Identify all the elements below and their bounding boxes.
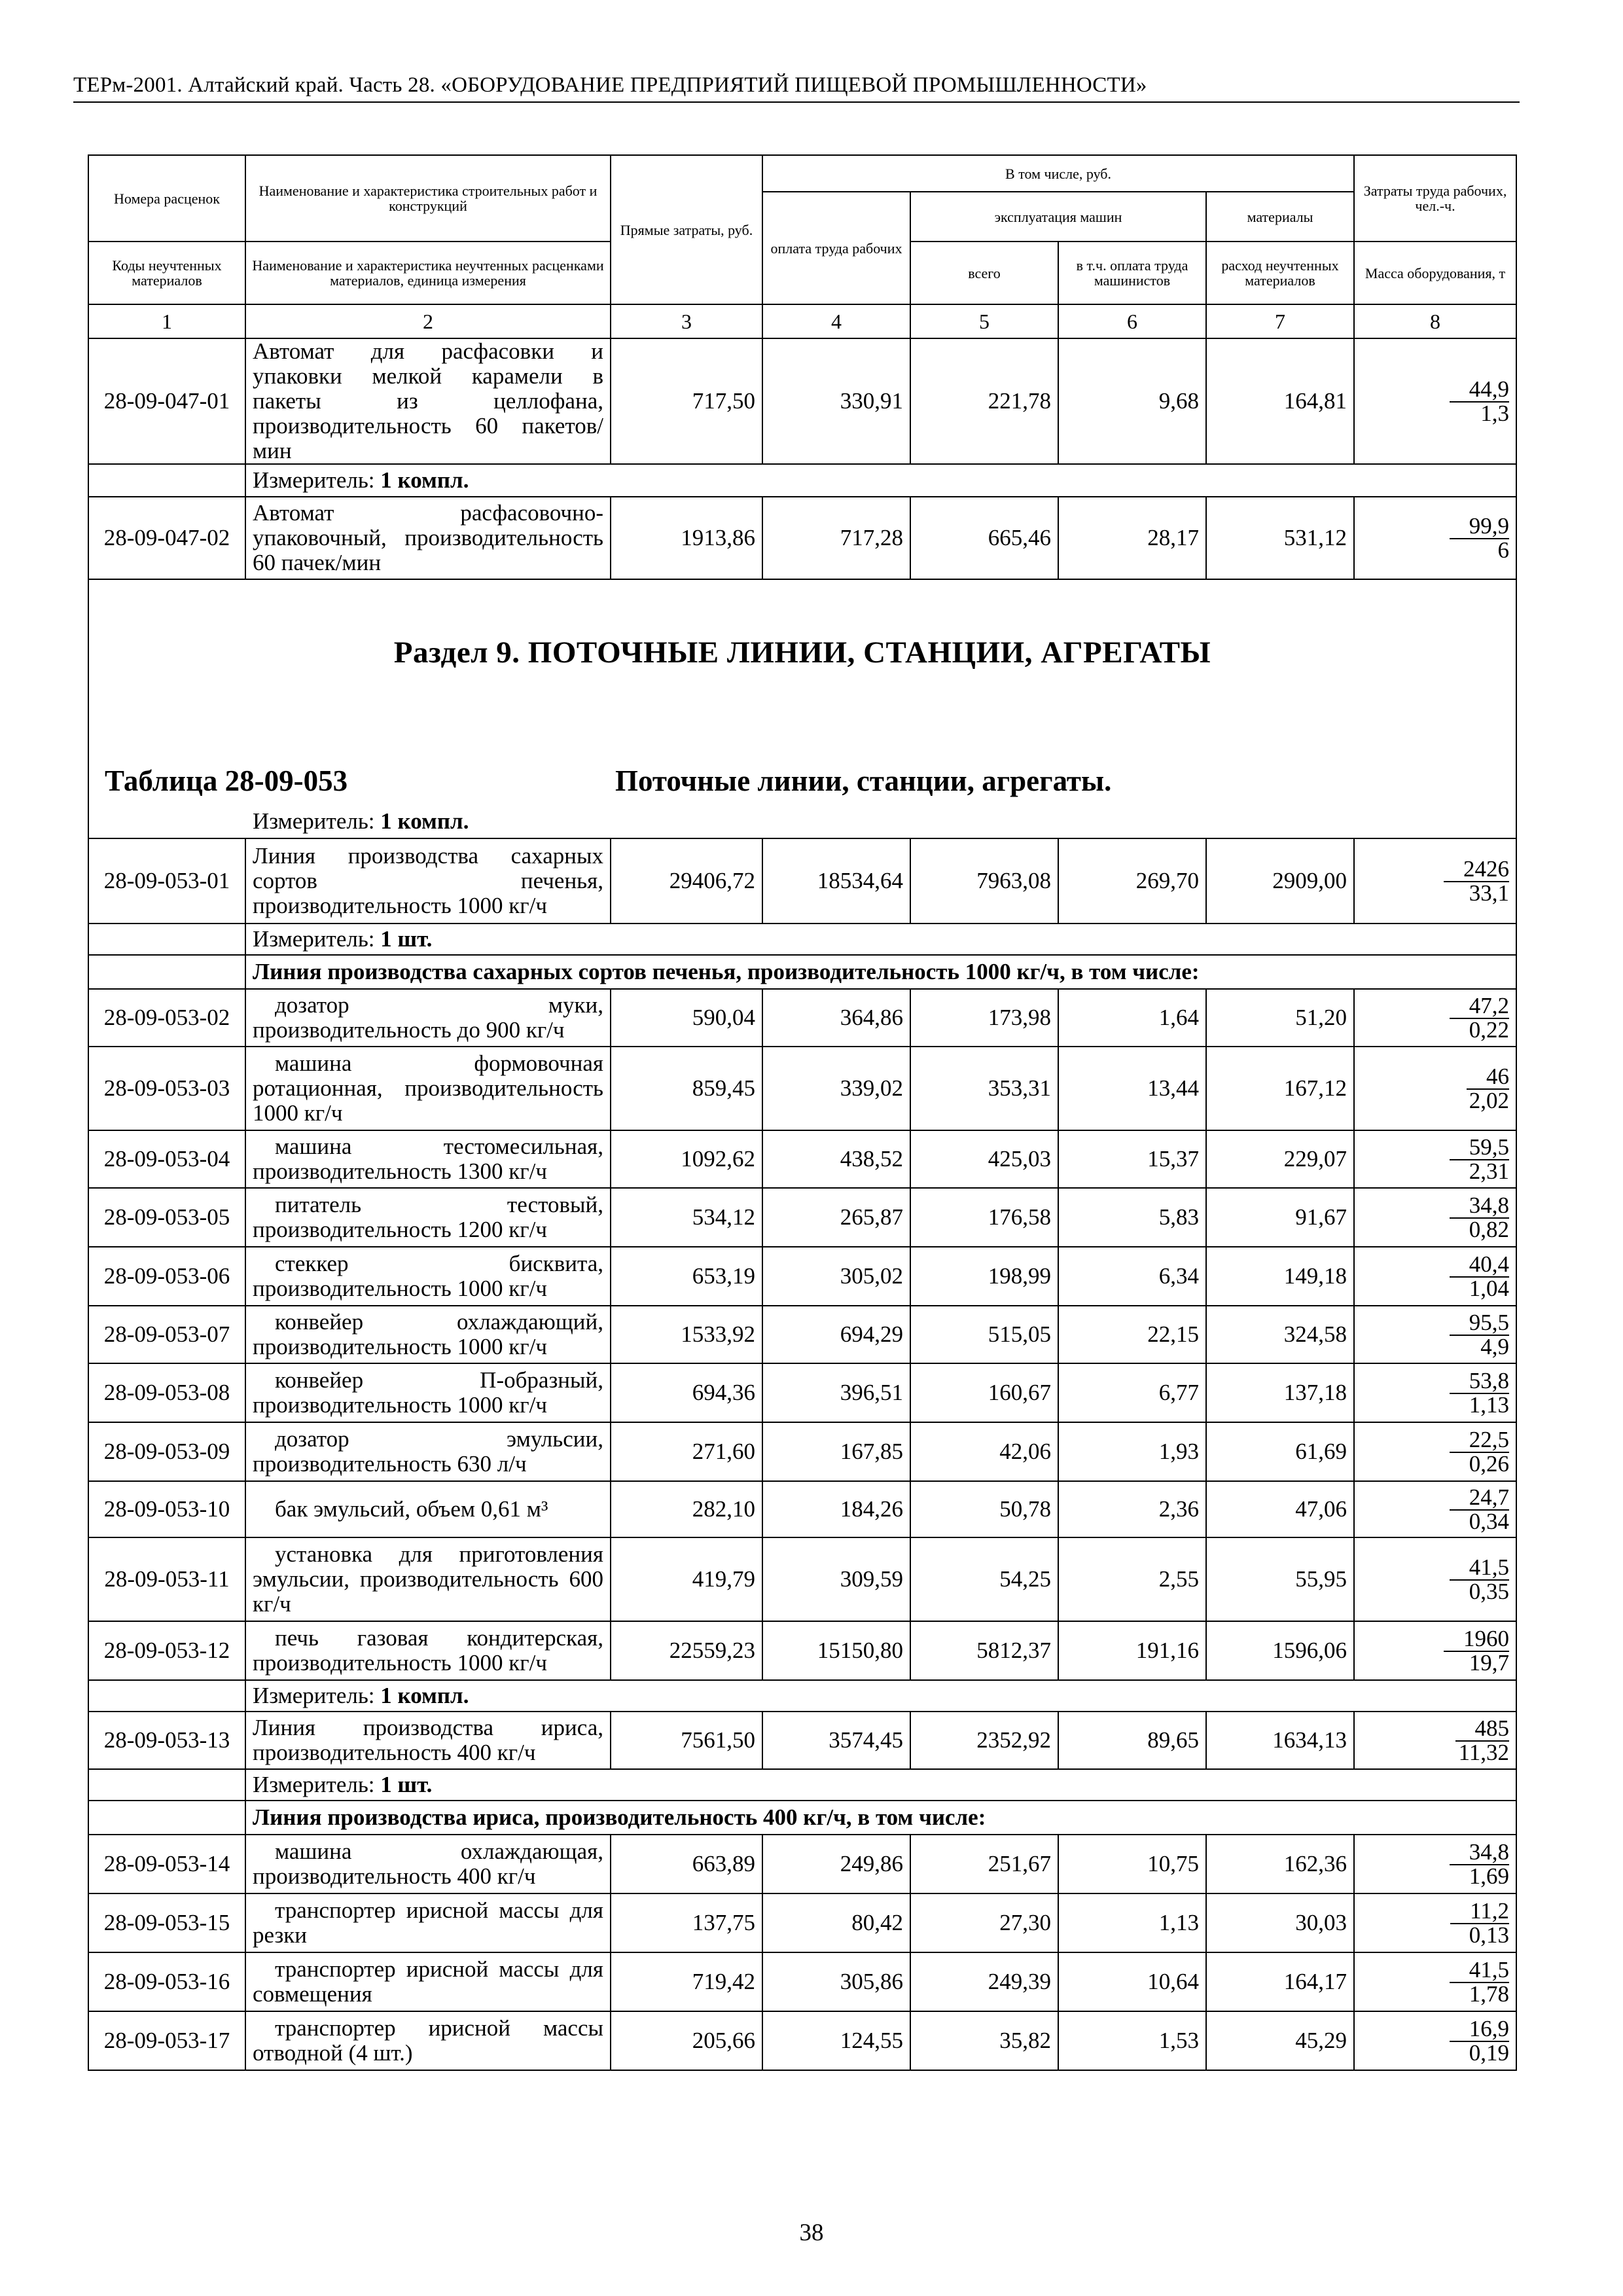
- operator-pay: 269,70: [1058, 838, 1206, 924]
- labor-hours: 485: [1455, 1717, 1510, 1742]
- machines-total: 249,39: [910, 1952, 1058, 2011]
- header-worker-pay: оплата труда рабочих: [762, 192, 910, 304]
- equipment-mass: 0,22: [1469, 1016, 1510, 1043]
- machines-total: 515,05: [910, 1306, 1058, 1363]
- table-row: [88, 1835, 1516, 1893]
- worker-pay: 80,42: [762, 1893, 910, 1952]
- equipment-mass: 1,3: [1480, 400, 1510, 426]
- labor-hours: 2426: [1444, 858, 1509, 882]
- measure-label: Измеритель:: [253, 926, 375, 952]
- direct-costs: 590,04: [611, 989, 762, 1047]
- materials-cost: 164,81: [1206, 338, 1354, 464]
- worker-pay: 18534,64: [762, 838, 910, 924]
- labor-hours: 53,8: [1450, 1370, 1509, 1394]
- table-row: [88, 1537, 1516, 1621]
- labor-mass-fraction: [1354, 338, 1516, 464]
- direct-costs: 1533,92: [611, 1306, 762, 1363]
- labor-hours: 40,4: [1450, 1253, 1509, 1278]
- measure-unit: 1 компл.: [380, 808, 469, 834]
- header-labor-hours: Затраты труда рабочих, чел.-ч.: [1354, 155, 1516, 242]
- header-material-codes: Коды неучтенных материалов: [88, 242, 245, 304]
- labor-hours: 34,8: [1450, 1841, 1509, 1865]
- header-rate-numbers: Номера расценок: [88, 155, 245, 242]
- work-name: транспортер ирисной массы отводной (4 шт.): [245, 2011, 611, 2070]
- materials-cost: 51,20: [1206, 989, 1354, 1047]
- direct-costs: 719,42: [611, 1952, 762, 2011]
- materials-cost: 2909,00: [1206, 838, 1354, 924]
- table-number: Таблица 28-09-053: [105, 764, 348, 797]
- direct-costs: 534,12: [611, 1188, 762, 1247]
- fraction: [1361, 855, 1510, 906]
- table-row: [88, 464, 1516, 497]
- equipment-mass: 6: [1497, 537, 1510, 563]
- page-number: 38: [799, 2219, 824, 2246]
- work-name: машина формовочная ротационная, производительность 1000 кг/ч: [245, 1047, 611, 1130]
- header-unaccounted-materials: расход неучтенных материалов: [1206, 242, 1354, 304]
- table-row: [88, 2011, 1516, 2070]
- table-row: [88, 924, 1516, 955]
- column-number: 6: [1058, 304, 1206, 338]
- operator-pay: 1,53: [1058, 2011, 1206, 2070]
- operator-pay: 2,55: [1058, 1537, 1206, 1621]
- header-machine-operation: эксплуатация машин: [910, 192, 1206, 242]
- labor-hours: 34,8: [1450, 1194, 1509, 1219]
- direct-costs: 22559,23: [611, 1621, 762, 1680]
- labor-mass-fraction: [1354, 1893, 1516, 1952]
- equipment-mass: 0,19: [1469, 2039, 1510, 2066]
- empty-cell: [88, 924, 245, 955]
- rate-code: 28-09-053-16: [88, 1952, 245, 2011]
- table-row: [88, 1481, 1516, 1537]
- column-number: 7: [1206, 304, 1354, 338]
- equipment-mass: 0,26: [1469, 1450, 1510, 1477]
- labor-hours: 1960: [1444, 1628, 1509, 1652]
- direct-costs: 282,10: [611, 1481, 762, 1537]
- worker-pay: 3574,45: [762, 1712, 910, 1769]
- machines-total: 35,82: [910, 2011, 1058, 2070]
- labor-mass-fraction: [1354, 1306, 1516, 1363]
- materials-cost: 324,58: [1206, 1306, 1354, 1363]
- worker-pay: 438,52: [762, 1130, 910, 1188]
- operator-pay: 1,93: [1058, 1422, 1206, 1481]
- direct-costs: 137,75: [611, 1893, 762, 1952]
- fraction: [1361, 378, 1509, 425]
- table-row: [88, 1893, 1516, 1952]
- work-name: Линия производства ириса, производительность 400 кг/ч: [245, 1712, 611, 1769]
- worker-pay: 339,02: [762, 1047, 910, 1130]
- labor-hours: 41,5: [1450, 1556, 1509, 1581]
- direct-costs: 29406,72: [611, 838, 762, 924]
- labor-mass-fraction: [1354, 1481, 1516, 1537]
- header-including: В том числе, руб.: [762, 155, 1354, 192]
- rate-code: 28-09-053-04: [88, 1130, 245, 1188]
- table-row: [88, 338, 1516, 464]
- machines-total: 7963,08: [910, 838, 1058, 924]
- worker-pay: 364,86: [762, 989, 910, 1047]
- materials-cost: 167,12: [1206, 1047, 1354, 1130]
- table-row: [88, 1621, 1516, 1680]
- table-row: [88, 955, 1516, 989]
- measure-row: [245, 1680, 1516, 1712]
- machines-total: 198,99: [910, 1247, 1058, 1306]
- equipment-mass: 33,1: [1469, 880, 1510, 906]
- operator-pay: 191,16: [1058, 1621, 1206, 1680]
- measure-label: Измеритель:: [253, 1772, 375, 1797]
- measure-label: Измеритель:: [253, 808, 375, 834]
- fraction: [1361, 1486, 1509, 1533]
- work-name: дозатор муки, производительность до 900 кг/ч: [245, 989, 611, 1047]
- worker-pay: 167,85: [762, 1422, 910, 1481]
- table-row: [88, 1952, 1516, 2011]
- fraction: [1361, 1956, 1510, 2007]
- worker-pay: 184,26: [762, 1481, 910, 1537]
- operator-pay: 6,77: [1058, 1363, 1206, 1422]
- table-row: [88, 1769, 1516, 1801]
- rate-code: 28-09-053-05: [88, 1188, 245, 1247]
- equipment-mass: 0,34: [1469, 1508, 1510, 1534]
- section-title: Раздел 9. ПОТОЧНЫЕ ЛИНИИ, СТАНЦИИ, АГРЕГАТЫ: [393, 636, 1211, 670]
- table-row: [88, 989, 1516, 1047]
- page-header: ТЕРм-2001. Алтайский край. Часть 28. «ОБОРУДОВАНИЕ ПРЕДПРИЯТИЙ ПИЩЕВОЙ ПРОМЫШЛЕННОСТИ»: [73, 73, 1520, 103]
- materials-cost: 45,29: [1206, 2011, 1354, 2070]
- rate-code: 28-09-053-01: [88, 838, 245, 924]
- work-name: бак эмульсий, объем 0,61 м³: [245, 1481, 611, 1537]
- worker-pay: 330,91: [762, 338, 910, 464]
- fraction: [1361, 2015, 1510, 2066]
- table-row: [88, 1712, 1516, 1769]
- labor-mass-fraction: [1354, 1047, 1516, 1130]
- materials-cost: 47,06: [1206, 1481, 1354, 1537]
- table-name: Поточные линии, станции, агрегаты.: [615, 764, 1112, 797]
- column-number: 2: [245, 304, 611, 338]
- rate-code: 28-09-053-03: [88, 1047, 245, 1130]
- machines-total: 50,78: [910, 1481, 1058, 1537]
- fraction: [1361, 1309, 1510, 1359]
- rate-code: 28-09-053-13: [88, 1712, 245, 1769]
- materials-cost: 164,17: [1206, 1952, 1354, 2011]
- operator-pay: 10,75: [1058, 1835, 1206, 1893]
- labor-mass-fraction: [1354, 1422, 1516, 1481]
- labor-hours: 11,2: [1450, 1900, 1509, 1924]
- operator-pay: 5,83: [1058, 1188, 1206, 1247]
- table-row: [88, 1363, 1516, 1422]
- measure-unit: 1 шт.: [380, 926, 433, 952]
- work-name: конвейер П-образный, производительность 1000 кг/ч: [245, 1363, 611, 1422]
- header-direct-costs: Прямые затраты, руб.: [611, 155, 762, 304]
- column-number: 8: [1354, 304, 1516, 338]
- materials-cost: 531,12: [1206, 497, 1354, 579]
- direct-costs: 653,19: [611, 1247, 762, 1306]
- table-row: [88, 1047, 1516, 1130]
- machines-total: 2352,92: [910, 1712, 1058, 1769]
- header-equipment-mass: Масса оборудования, т: [1354, 242, 1516, 304]
- work-name: печь газовая кондитерская, производительность 1000 кг/ч: [245, 1621, 611, 1680]
- equipment-mass: 19,7: [1469, 1649, 1510, 1676]
- operator-pay: 1,13: [1058, 1893, 1206, 1952]
- operator-pay: 2,36: [1058, 1481, 1206, 1537]
- table-row: [88, 1680, 1516, 1712]
- table-row: [88, 1188, 1516, 1247]
- labor-mass-fraction: [1354, 838, 1516, 924]
- operator-pay: 15,37: [1058, 1130, 1206, 1188]
- work-name: дозатор эмульсии, производительность 630 л/ч: [245, 1422, 611, 1481]
- materials-cost: 30,03: [1206, 1893, 1354, 1952]
- direct-costs: 1092,62: [611, 1130, 762, 1188]
- table-row: [88, 838, 1516, 924]
- direct-costs: 205,66: [611, 2011, 762, 2070]
- labor-mass-fraction: [1354, 497, 1516, 579]
- materials-cost: 61,69: [1206, 1422, 1354, 1481]
- measure-unit: 1 компл.: [380, 1683, 469, 1708]
- worker-pay: 305,02: [762, 1247, 910, 1306]
- equipment-mass: 1,04: [1469, 1275, 1510, 1301]
- fraction: [1361, 1556, 1509, 1603]
- worker-pay: 396,51: [762, 1363, 910, 1422]
- machines-total: 160,67: [910, 1363, 1058, 1422]
- rate-code: 28-09-047-01: [88, 338, 245, 464]
- work-name: Автомат для расфасовки и упаковки мелкой карамели в пакеты из целлофана, производительность 60 пакетов/мин: [245, 338, 611, 464]
- equipment-mass: 2,31: [1469, 1158, 1510, 1184]
- labor-mass-fraction: [1354, 1130, 1516, 1188]
- column-number: 1: [88, 304, 245, 338]
- labor-mass-fraction: [1354, 1621, 1516, 1680]
- header-machines-total: всего: [910, 242, 1058, 304]
- machines-total: 173,98: [910, 989, 1058, 1047]
- labor-mass-fraction: [1354, 989, 1516, 1047]
- section-row: [88, 579, 1516, 838]
- equipment-mass: 0,35: [1469, 1578, 1510, 1604]
- operator-pay: 28,17: [1058, 497, 1206, 579]
- labor-hours: 59,5: [1450, 1136, 1509, 1160]
- table-row: [88, 497, 1516, 579]
- operator-pay: 22,15: [1058, 1306, 1206, 1363]
- labor-mass-fraction: [1354, 1952, 1516, 2011]
- rates-table: [88, 154, 1517, 2071]
- operator-pay: 6,34: [1058, 1247, 1206, 1306]
- worker-pay: 265,87: [762, 1188, 910, 1247]
- work-name: конвейер охлаждающий, производительность 1000 кг/ч: [245, 1306, 611, 1363]
- machines-total: 42,06: [910, 1422, 1058, 1481]
- header-work-name: Наименование и характеристика строительных работ и конструкций: [245, 155, 611, 242]
- fraction: [1361, 1897, 1510, 1948]
- fraction: [1361, 992, 1510, 1043]
- equipment-mass: 1,78: [1469, 1981, 1510, 2007]
- fraction: [1361, 1426, 1510, 1477]
- equipment-mass: 2,02: [1469, 1087, 1510, 1113]
- labor-hours: 44,9: [1450, 378, 1509, 403]
- labor-mass-fraction: [1354, 1835, 1516, 1893]
- labor-hours: 99,9: [1450, 515, 1509, 539]
- rate-code: 28-09-053-06: [88, 1247, 245, 1306]
- empty-cell: [88, 955, 245, 989]
- fraction: [1361, 1136, 1509, 1183]
- labor-hours: 47,2: [1450, 995, 1509, 1019]
- measure-unit: 1 шт.: [380, 1772, 433, 1797]
- materials-cost: 229,07: [1206, 1130, 1354, 1188]
- worker-pay: 694,29: [762, 1306, 910, 1363]
- column-number: 5: [910, 304, 1058, 338]
- table-measure: [253, 809, 469, 834]
- machines-total: 54,25: [910, 1537, 1058, 1621]
- empty-cell: [88, 1680, 245, 1712]
- direct-costs: 419,79: [611, 1537, 762, 1621]
- work-name: Автомат расфасовочно-упаковочный, производительность 60 пачек/мин: [245, 497, 611, 579]
- direct-costs: 1913,86: [611, 497, 762, 579]
- equipment-mass: 0,13: [1469, 1922, 1510, 1948]
- measure-label: Измеритель:: [253, 1683, 375, 1708]
- fraction: [1361, 1367, 1510, 1418]
- direct-costs: 663,89: [611, 1835, 762, 1893]
- operator-pay: 1,64: [1058, 989, 1206, 1047]
- direct-costs: 717,50: [611, 338, 762, 464]
- worker-pay: 717,28: [762, 497, 910, 579]
- labor-hours: 22,5: [1450, 1429, 1509, 1453]
- direct-costs: 694,36: [611, 1363, 762, 1422]
- rate-code: 28-09-053-17: [88, 2011, 245, 2070]
- materials-cost: 55,95: [1206, 1537, 1354, 1621]
- subheading: Линия производства сахарных сортов печенья, производительность 1000 кг/ч, в том числе:: [245, 955, 1516, 989]
- measure-unit: 1 компл.: [380, 467, 469, 493]
- rate-code: 28-09-053-10: [88, 1481, 245, 1537]
- fraction: [1361, 1063, 1510, 1113]
- work-name: транспортер ирисной массы для совмещения: [245, 1952, 611, 2011]
- fraction: [1361, 512, 1510, 563]
- direct-costs: 859,45: [611, 1047, 762, 1130]
- work-name: Линия производства сахарных сортов печенья, производительность 1000 кг/ч: [245, 838, 611, 924]
- worker-pay: 124,55: [762, 2011, 910, 2070]
- worker-pay: 15150,80: [762, 1621, 910, 1680]
- equipment-mass: 11,32: [1458, 1739, 1510, 1765]
- equipment-mass: 1,13: [1469, 1391, 1510, 1418]
- machines-total: 176,58: [910, 1188, 1058, 1247]
- header-operator-pay: в т.ч. оплата труда машинистов: [1058, 242, 1206, 304]
- equipment-mass: 1,69: [1469, 1863, 1510, 1889]
- table-row: [88, 1422, 1516, 1481]
- rate-code: 28-09-053-09: [88, 1422, 245, 1481]
- materials-cost: 1634,13: [1206, 1712, 1354, 1769]
- worker-pay: 305,86: [762, 1952, 910, 2011]
- column-number: 4: [762, 304, 910, 338]
- table-row: [88, 1130, 1516, 1188]
- subheading: Линия производства ириса, производительность 400 кг/ч, в том числе:: [245, 1801, 1516, 1835]
- materials-cost: 137,18: [1206, 1363, 1354, 1422]
- rate-code: 28-09-053-14: [88, 1835, 245, 1893]
- labor-mass-fraction: [1354, 1363, 1516, 1422]
- equipment-mass: 4,9: [1480, 1333, 1510, 1359]
- machines-total: 251,67: [910, 1835, 1058, 1893]
- fraction: [1361, 1253, 1509, 1300]
- machines-total: 665,46: [910, 497, 1058, 579]
- operator-pay: 10,64: [1058, 1952, 1206, 2011]
- rate-code: 28-09-053-07: [88, 1306, 245, 1363]
- direct-costs: 7561,50: [611, 1712, 762, 1769]
- rate-code: 28-09-053-11: [88, 1537, 245, 1621]
- labor-hours: 95,5: [1450, 1312, 1509, 1336]
- table-row: [88, 1247, 1516, 1306]
- rate-code: 28-09-047-02: [88, 497, 245, 579]
- worker-pay: 309,59: [762, 1537, 910, 1621]
- worker-pay: 249,86: [762, 1835, 910, 1893]
- work-name: питатель тестовый, производительность 1200 кг/ч: [245, 1188, 611, 1247]
- fraction: [1361, 1194, 1509, 1241]
- machines-total: 353,31: [910, 1047, 1058, 1130]
- fraction: [1361, 1717, 1509, 1764]
- materials-cost: 91,67: [1206, 1188, 1354, 1247]
- labor-mass-fraction: [1354, 1712, 1516, 1769]
- machines-total: 27,30: [910, 1893, 1058, 1952]
- labor-hours: 46: [1467, 1066, 1509, 1090]
- fraction: [1361, 1625, 1510, 1676]
- labor-mass-fraction: [1354, 1188, 1516, 1247]
- measure-row: [245, 1769, 1516, 1801]
- empty-cell: [88, 464, 245, 497]
- measure-label: Измеритель:: [253, 467, 375, 493]
- header-material-names: Наименование и характеристика неучтенных расценками материалов, единица измерения: [245, 242, 611, 304]
- rate-code: 28-09-053-08: [88, 1363, 245, 1422]
- header-materials: материалы: [1206, 192, 1354, 242]
- operator-pay: 9,68: [1058, 338, 1206, 464]
- labor-mass-fraction: [1354, 2011, 1516, 2070]
- fraction: [1361, 1841, 1509, 1888]
- machines-total: 5812,37: [910, 1621, 1058, 1680]
- equipment-mass: 0,82: [1469, 1216, 1510, 1242]
- operator-pay: 13,44: [1058, 1047, 1206, 1130]
- rate-code: 28-09-053-15: [88, 1893, 245, 1952]
- machines-total: 221,78: [910, 338, 1058, 464]
- labor-mass-fraction: [1354, 1537, 1516, 1621]
- direct-costs: 271,60: [611, 1422, 762, 1481]
- empty-cell: [88, 1769, 245, 1801]
- work-name: транспортер ирисной массы для резки: [245, 1893, 611, 1952]
- empty-cell: [88, 1801, 245, 1835]
- materials-cost: 149,18: [1206, 1247, 1354, 1306]
- work-name: стеккер бисквита, производительность 1000 кг/ч: [245, 1247, 611, 1306]
- work-name: машина тестомесильная, производительность 1300 кг/ч: [245, 1130, 611, 1188]
- rate-code: 28-09-053-12: [88, 1621, 245, 1680]
- work-name: машина охлаждающая, производительность 400 кг/ч: [245, 1835, 611, 1893]
- work-name: установка для приготовления эмульсии, производительность 600 кг/ч: [245, 1537, 611, 1621]
- measure-row: [245, 464, 1516, 497]
- column-number: 3: [611, 304, 762, 338]
- machines-total: 425,03: [910, 1130, 1058, 1188]
- labor-hours: 41,5: [1450, 1959, 1509, 1983]
- table-row: [88, 1801, 1516, 1835]
- operator-pay: 89,65: [1058, 1712, 1206, 1769]
- measure-row: [245, 924, 1516, 955]
- labor-hours: 16,9: [1450, 2018, 1509, 2042]
- materials-cost: 1596,06: [1206, 1621, 1354, 1680]
- labor-mass-fraction: [1354, 1247, 1516, 1306]
- labor-hours: 24,7: [1450, 1486, 1509, 1511]
- section-block: [88, 579, 1516, 838]
- table-row: [88, 1306, 1516, 1363]
- rate-code: 28-09-053-02: [88, 989, 245, 1047]
- materials-cost: 162,36: [1206, 1835, 1354, 1893]
